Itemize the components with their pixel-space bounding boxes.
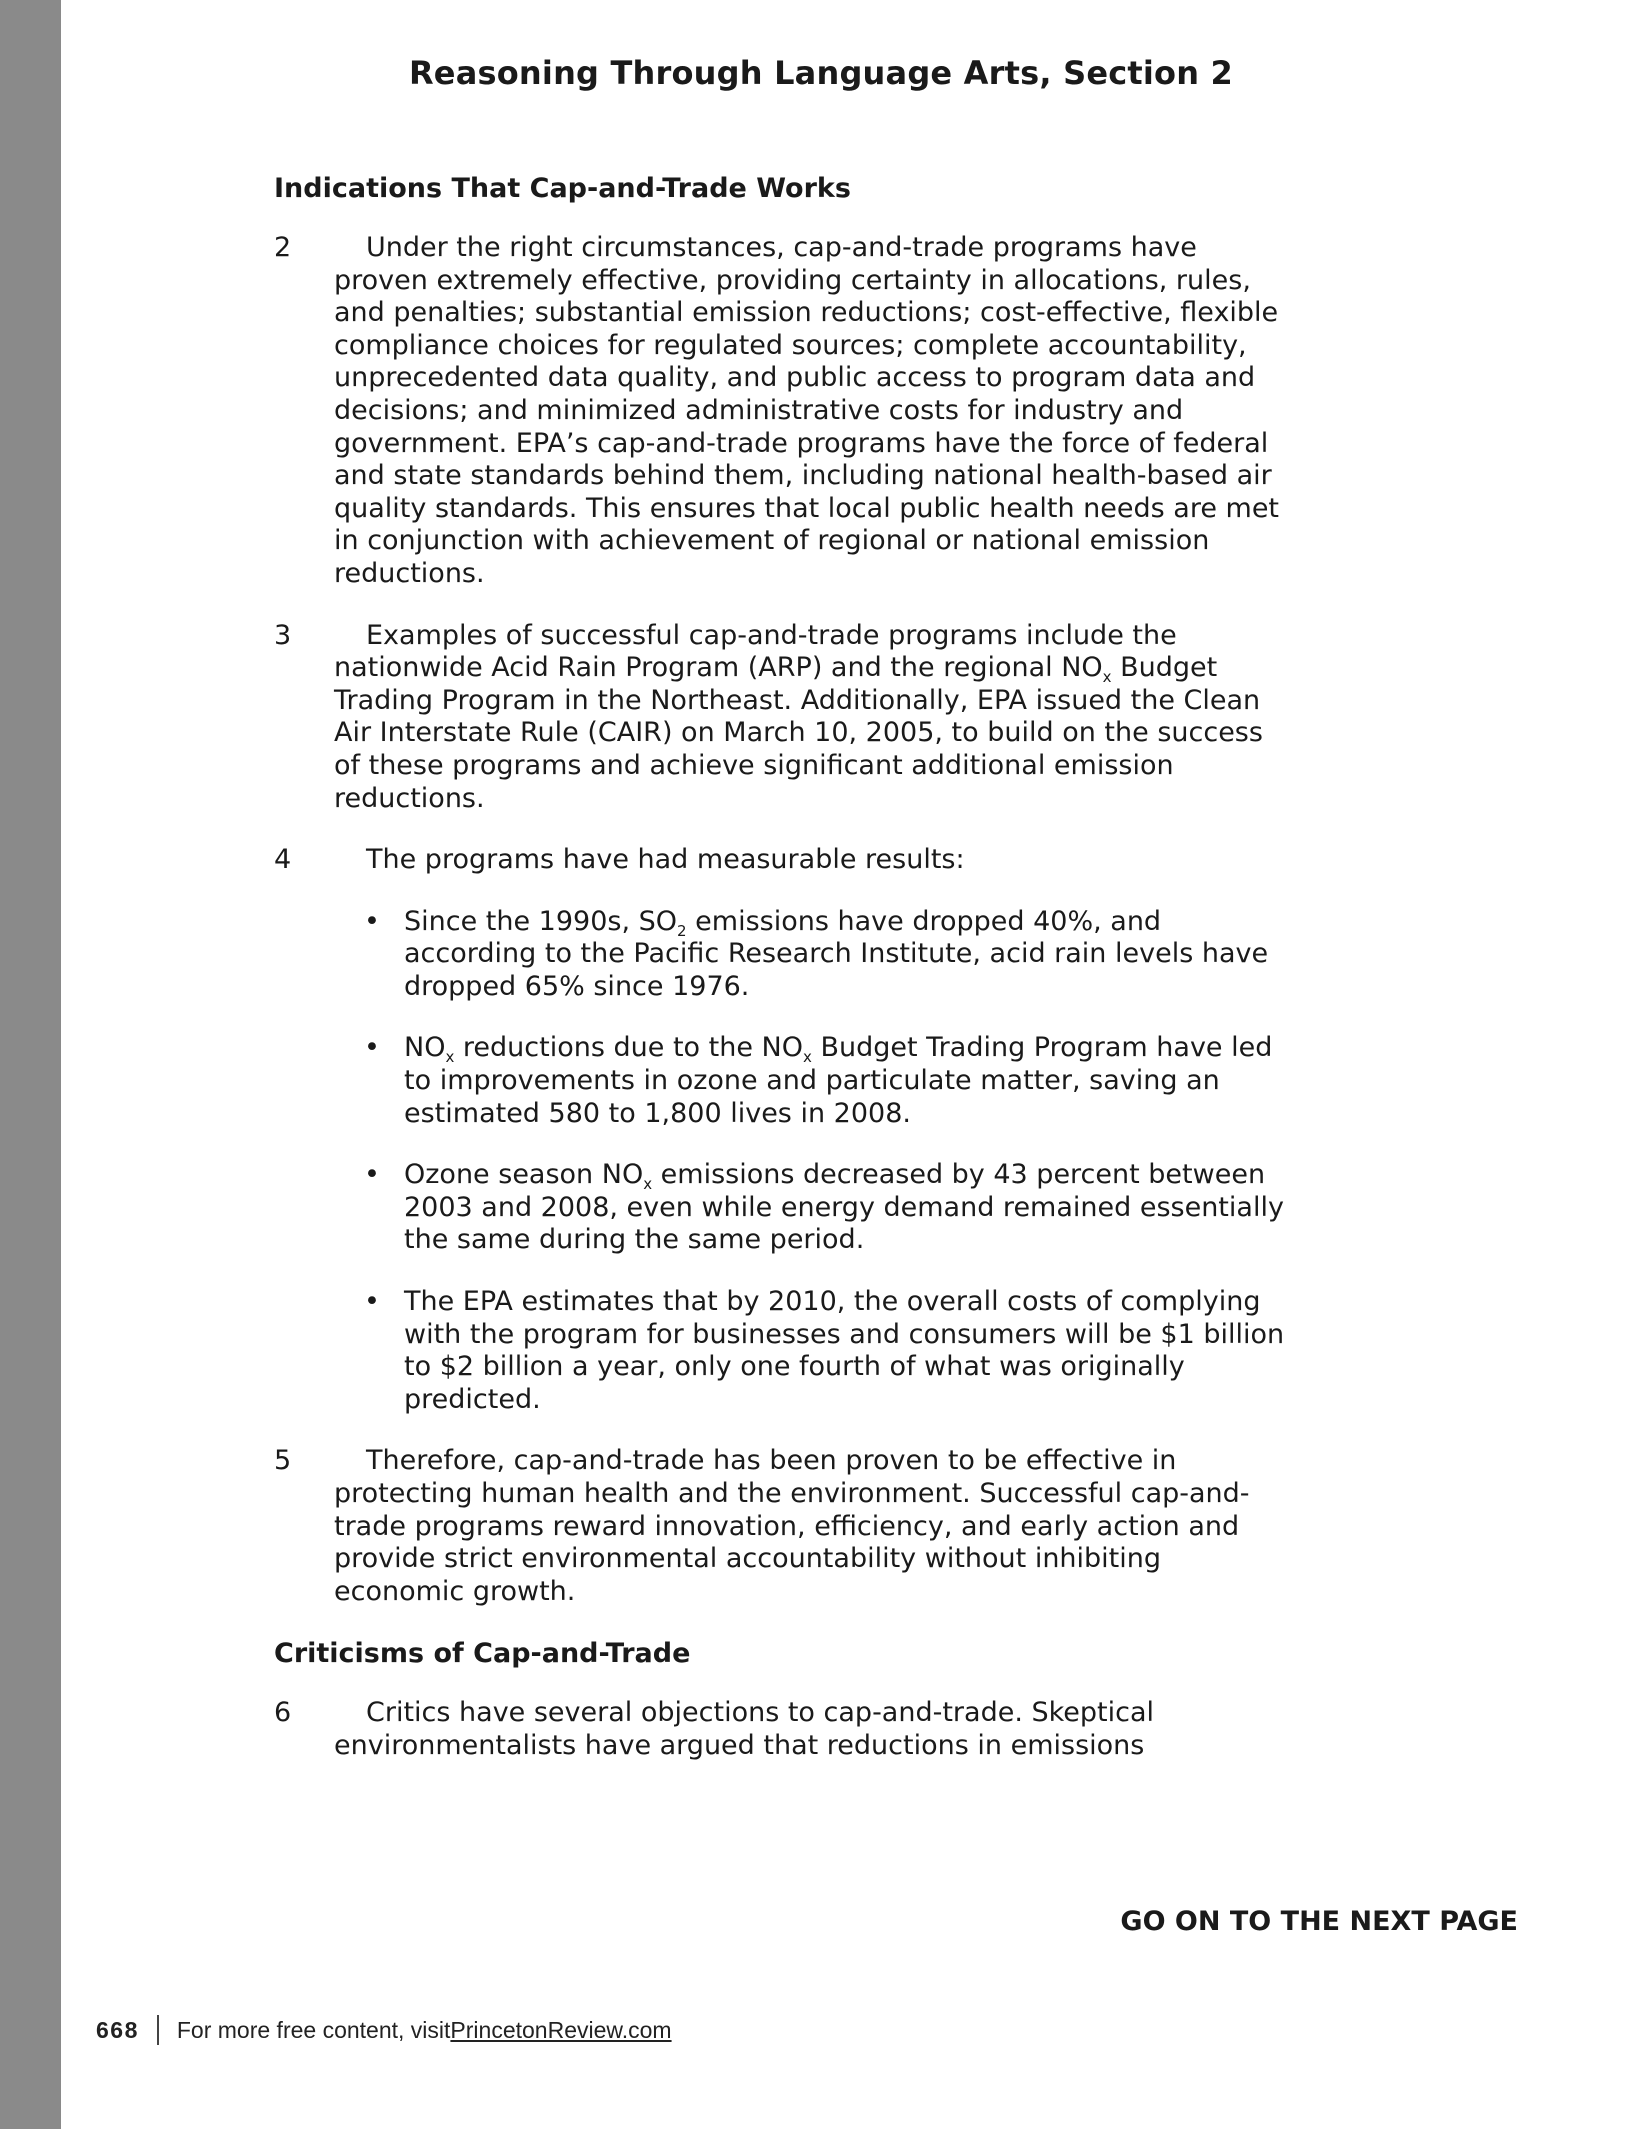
list-item <box>364 1159 1294 1257</box>
text-run: Since the 1990s, SO <box>404 905 678 937</box>
subscript: 2 <box>677 921 687 940</box>
list-item <box>364 1286 1294 1416</box>
paragraph-text <box>334 620 1294 816</box>
paragraph-number: 4 <box>274 844 292 876</box>
bullet-icon: • <box>364 1286 380 1318</box>
paragraph-6 <box>274 1697 1294 1762</box>
paragraph-4 <box>274 844 1294 877</box>
paragraph-number: 5 <box>274 1445 292 1477</box>
paragraph-number: 2 <box>274 232 292 263</box>
text-run: Examples of successful cap-and-trade programs include the nationwide Acid Rain Program (ARP) and the regional NO <box>334 619 1177 684</box>
text-run: emissions have dropped 40%, and according to the Pacific Research Institute, acid rain levels have dropped 65% since 1976. <box>404 905 1269 1002</box>
results-list <box>274 906 1294 1417</box>
paragraph-3 <box>274 620 1294 816</box>
text-run: Budget Trading Program in the Northeast. Additionally, EPA issued the Clean Air Interstate Rule (CAIR) on March 10, 2005, to build on the success of these programs and achieve significant additional emission reductions. <box>334 652 1263 814</box>
paragraph-2 <box>274 232 1294 591</box>
page-title: Reasoning Through Language Arts, Section 2 <box>408 54 1234 92</box>
list-item <box>364 1032 1294 1130</box>
paragraph-number: 6 <box>274 1697 292 1729</box>
website-link[interactable]: PrincetonReview.com <box>450 2016 672 2043</box>
list-item <box>364 906 1294 1004</box>
subscript: x <box>445 1048 455 1067</box>
text-run: Ozone season NO <box>404 1159 644 1191</box>
text-run: emissions decreased by 43 percent between 2003 and 2008, even while energy demand remained essentially the same during the same period. <box>404 1159 1284 1256</box>
page-number: 668 <box>96 2016 139 2043</box>
bullet-icon: • <box>364 1159 380 1191</box>
subscript: x <box>1102 668 1112 687</box>
paragraph-text: Under the right circumstances, cap-and-trade programs have proven extremely effective, providing certainty in allocations, rules, and penalties; substantial emission reductions; cost-effective, flexible compliance choices for regulated sources; complete accountability, unprecedented data quality, and public access to program data and decisions; and minimized administrative costs for industry and government. EPA’s cap-and-trade programs have the force of federal and state standards behind them, including national health-based air quality standards. This ensures that local public health needs are met in conjunction with achievement of regional or national emission reductions. <box>334 232 1280 589</box>
subscript: x <box>802 1048 812 1067</box>
section-heading-indications: Indications That Cap-and-Trade Works <box>274 173 851 204</box>
paragraph-text: The programs have had measurable results: <box>366 844 965 876</box>
section-heading-criticisms: Criticisms of Cap-and-Trade <box>274 1638 691 1670</box>
bullet-icon: • <box>364 905 380 937</box>
article-body <box>274 172 1294 1792</box>
text-run: The EPA estimates that by 2010, the overall costs of complying with the program for businesses and consumers will be $1 billion to $2 billion a year, only one fourth of what was originally predicted. <box>404 1286 1285 1415</box>
text-run: NO <box>404 1032 446 1064</box>
paragraph-text: Critics have several objections to cap-and-trade. Skeptical environmentalists have argued that reductions in emissions <box>334 1697 1155 1761</box>
page-edge-bar <box>0 0 61 2129</box>
next-page-prompt: GO ON TO THE NEXT PAGE <box>1120 1906 1518 1937</box>
subscript: x <box>643 1175 653 1194</box>
paragraph-text: Therefore, cap-and-trade has been proven to be effective in protecting human health and the environment. Successful cap-and-trade programs reward innovation, efficiency, and early action and provide strict environmental accountability without inhibiting economic growth. <box>334 1445 1250 1607</box>
page-footer <box>96 2013 672 2047</box>
footer-divider <box>157 2015 159 2045</box>
text-run: reductions due to the NO <box>454 1032 803 1064</box>
paragraph-number: 3 <box>274 619 292 651</box>
bullet-icon: • <box>364 1032 380 1064</box>
paragraph-5 <box>274 1445 1294 1608</box>
text-run: Budget Trading Program have led to improvements in ozone and particulate matter, saving an estimated 580 to 1,800 lives in 2008. <box>404 1032 1273 1129</box>
footer-text: For more free content, visit <box>176 2016 451 2043</box>
